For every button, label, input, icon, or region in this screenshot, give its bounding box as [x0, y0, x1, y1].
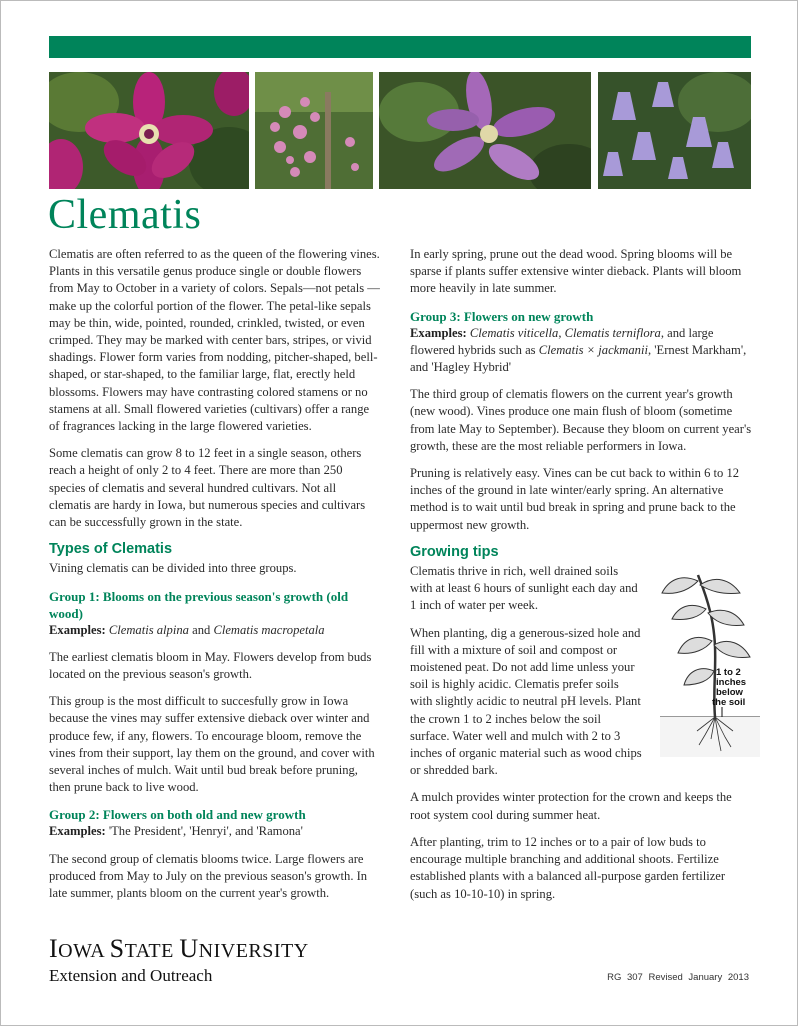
types-intro: Vining clematis can be divided into three groups.: [49, 561, 297, 576]
growing-tips-heading: Growing tips: [410, 543, 499, 560]
group3-paragraph-2: Pruning is relatively easy. Vines can be cut back to within 6 to 12 inches of the ground in late winter/early spring. An alternative method is to wait until bud break in spring and prune back to the uppermost new growth.: [410, 466, 740, 532]
group2-examples: Examples: 'The President', 'Henryi', and 'Ramona': [49, 824, 303, 839]
publication-info: RG 307 Revised January 2013: [607, 972, 749, 983]
growing-paragraph-2: When planting, dig a generous-sized hole and fill with a mixture of soil and compost or moistened peat. Do not add lime unless your soil is highly acidic. Clematis prefer soils with slightly acidic to neutral pH levels. Plant the crown 1 to 2 inches below the soil surface. Water well and mulch with 2 to 3 inches of organic material such as wood chips or shredded bark.: [410, 625, 642, 778]
group2-heading: Group 2: Flowers on both old and new growth: [49, 807, 306, 823]
group1-heading: Group 1: Blooms on the previous season's growth (old wood): [49, 588, 349, 621]
iowa-state-logo: [49, 935, 309, 986]
group1-paragraph-1: The earliest clematis bloom in May. Flowers develop from buds located on the previous season's growth.: [49, 649, 372, 682]
illus-label-line-4: the soil: [712, 697, 746, 709]
growing-paragraph-1: Clematis thrive in rich, well drained soils with at least 6 hours of sunlight each day and 1 inch of water per week.: [410, 564, 638, 613]
intro-paragraph: Clematis are often referred to as the queen of the flowering vines. Plants in this versatile genus produce single or double flowers from May to October in a variety of colors. Sepals—not petals —make up the colorful portion of the flower. The petal-like sepals may be thin, wide, pointed, rounded, crinkled, twisted, or even crimped. They may be marked with center bars, stripes, or vivid shadings. Flower form varies from nodding, pitcher-shaped, bell-shaped, or star-shaped, to the familiar large, flat, erectly held blossoms. Flowers may have contrasting colored stamens or no stamens at all. Small flowered varieties (cultivars) offer a range of fragrances lacking in the large flowered varieties.: [49, 247, 380, 434]
group2-paragraph-1: The second group of clematis blooms twice. Large flowers are produced from May to July on the previous season's growth. In late summer, plants bloom on the current year's growth.: [49, 851, 368, 901]
right-column: [410, 246, 754, 913]
group3-examples: Examples: Clematis viticella, Clematis terniflora, and large flowered hybrids such as Clematis × jackmanii, 'Ernest Markham', and 'Hagley Hybrid': [410, 325, 747, 375]
illus-label-line-1: 1 to 2: [716, 667, 741, 679]
photo-magenta-clematis: [49, 72, 249, 189]
growth-paragraph: Some clematis can grow 8 to 12 feet in a single season, others reach a height of only 2 to 4 feet. There are more than 250 species of clematis and several hundred cultivars. Not all clematis are hardy in Iowa, but numerous species and cultivars can be successfully grown in the state.: [49, 446, 366, 530]
extension-outreach: Extension and Outreach: [49, 966, 213, 985]
group1-paragraph-2: This group is the most difficult to succesfully grow in Iowa because the vines may suffer extensive dieback over winter and produce few, if any, flowers. To encourage bloom, remove the vines from their support, lay them on the ground, and cover with several inches of mulch. Wait until bud break before pruning, then prune back to live wood.: [49, 694, 375, 795]
photo-trellis-clematis: [255, 72, 373, 189]
university-name: IOWA STATE UNIVERSITY: [49, 934, 309, 963]
document-title: Clematis: [48, 192, 202, 238]
group1-examples: Examples: Clematis alpina and Clematis macropetala: [49, 622, 325, 637]
photo-bell-clematis: [598, 72, 751, 189]
growing-paragraph-3: A mulch provides winter protection for the crown and keeps the root system cool during summer heat.: [410, 790, 732, 822]
planting-depth-illustration: [660, 571, 760, 757]
left-column: [49, 246, 381, 912]
growing-paragraph-4: After planting, trim to 12 inches or to a pair of low buds to encourage multiple branching and additional shoots. Fertilize established plants with a balanced all-purpose garden fertilizer (such as 10-10-10) in spring.: [410, 834, 726, 901]
photo-purple-clematis: [379, 72, 591, 189]
group3-paragraph-1: The third group of clematis flowers on the current year's growth (new wood). Vines produce one main flush of bloom (sometime from late May to September). Because they bloom on current year's growth, these are the most reliable performers in Iowa.: [410, 387, 752, 453]
illus-label-line-2: inches: [716, 677, 747, 689]
illus-label-line-3: below: [716, 687, 743, 699]
header-accent-bar: [49, 36, 751, 58]
growing-tips-block: [410, 563, 754, 779]
pruning-paragraph: In early spring, prune out the dead wood. Spring blooms will be sparse if plants suffer extensive winter dieback. Plants will bloom more heavily in late summer.: [410, 247, 742, 296]
group3-heading: Group 3: Flowers on new growth: [410, 308, 594, 324]
types-heading: Types of Clematis: [49, 541, 173, 558]
